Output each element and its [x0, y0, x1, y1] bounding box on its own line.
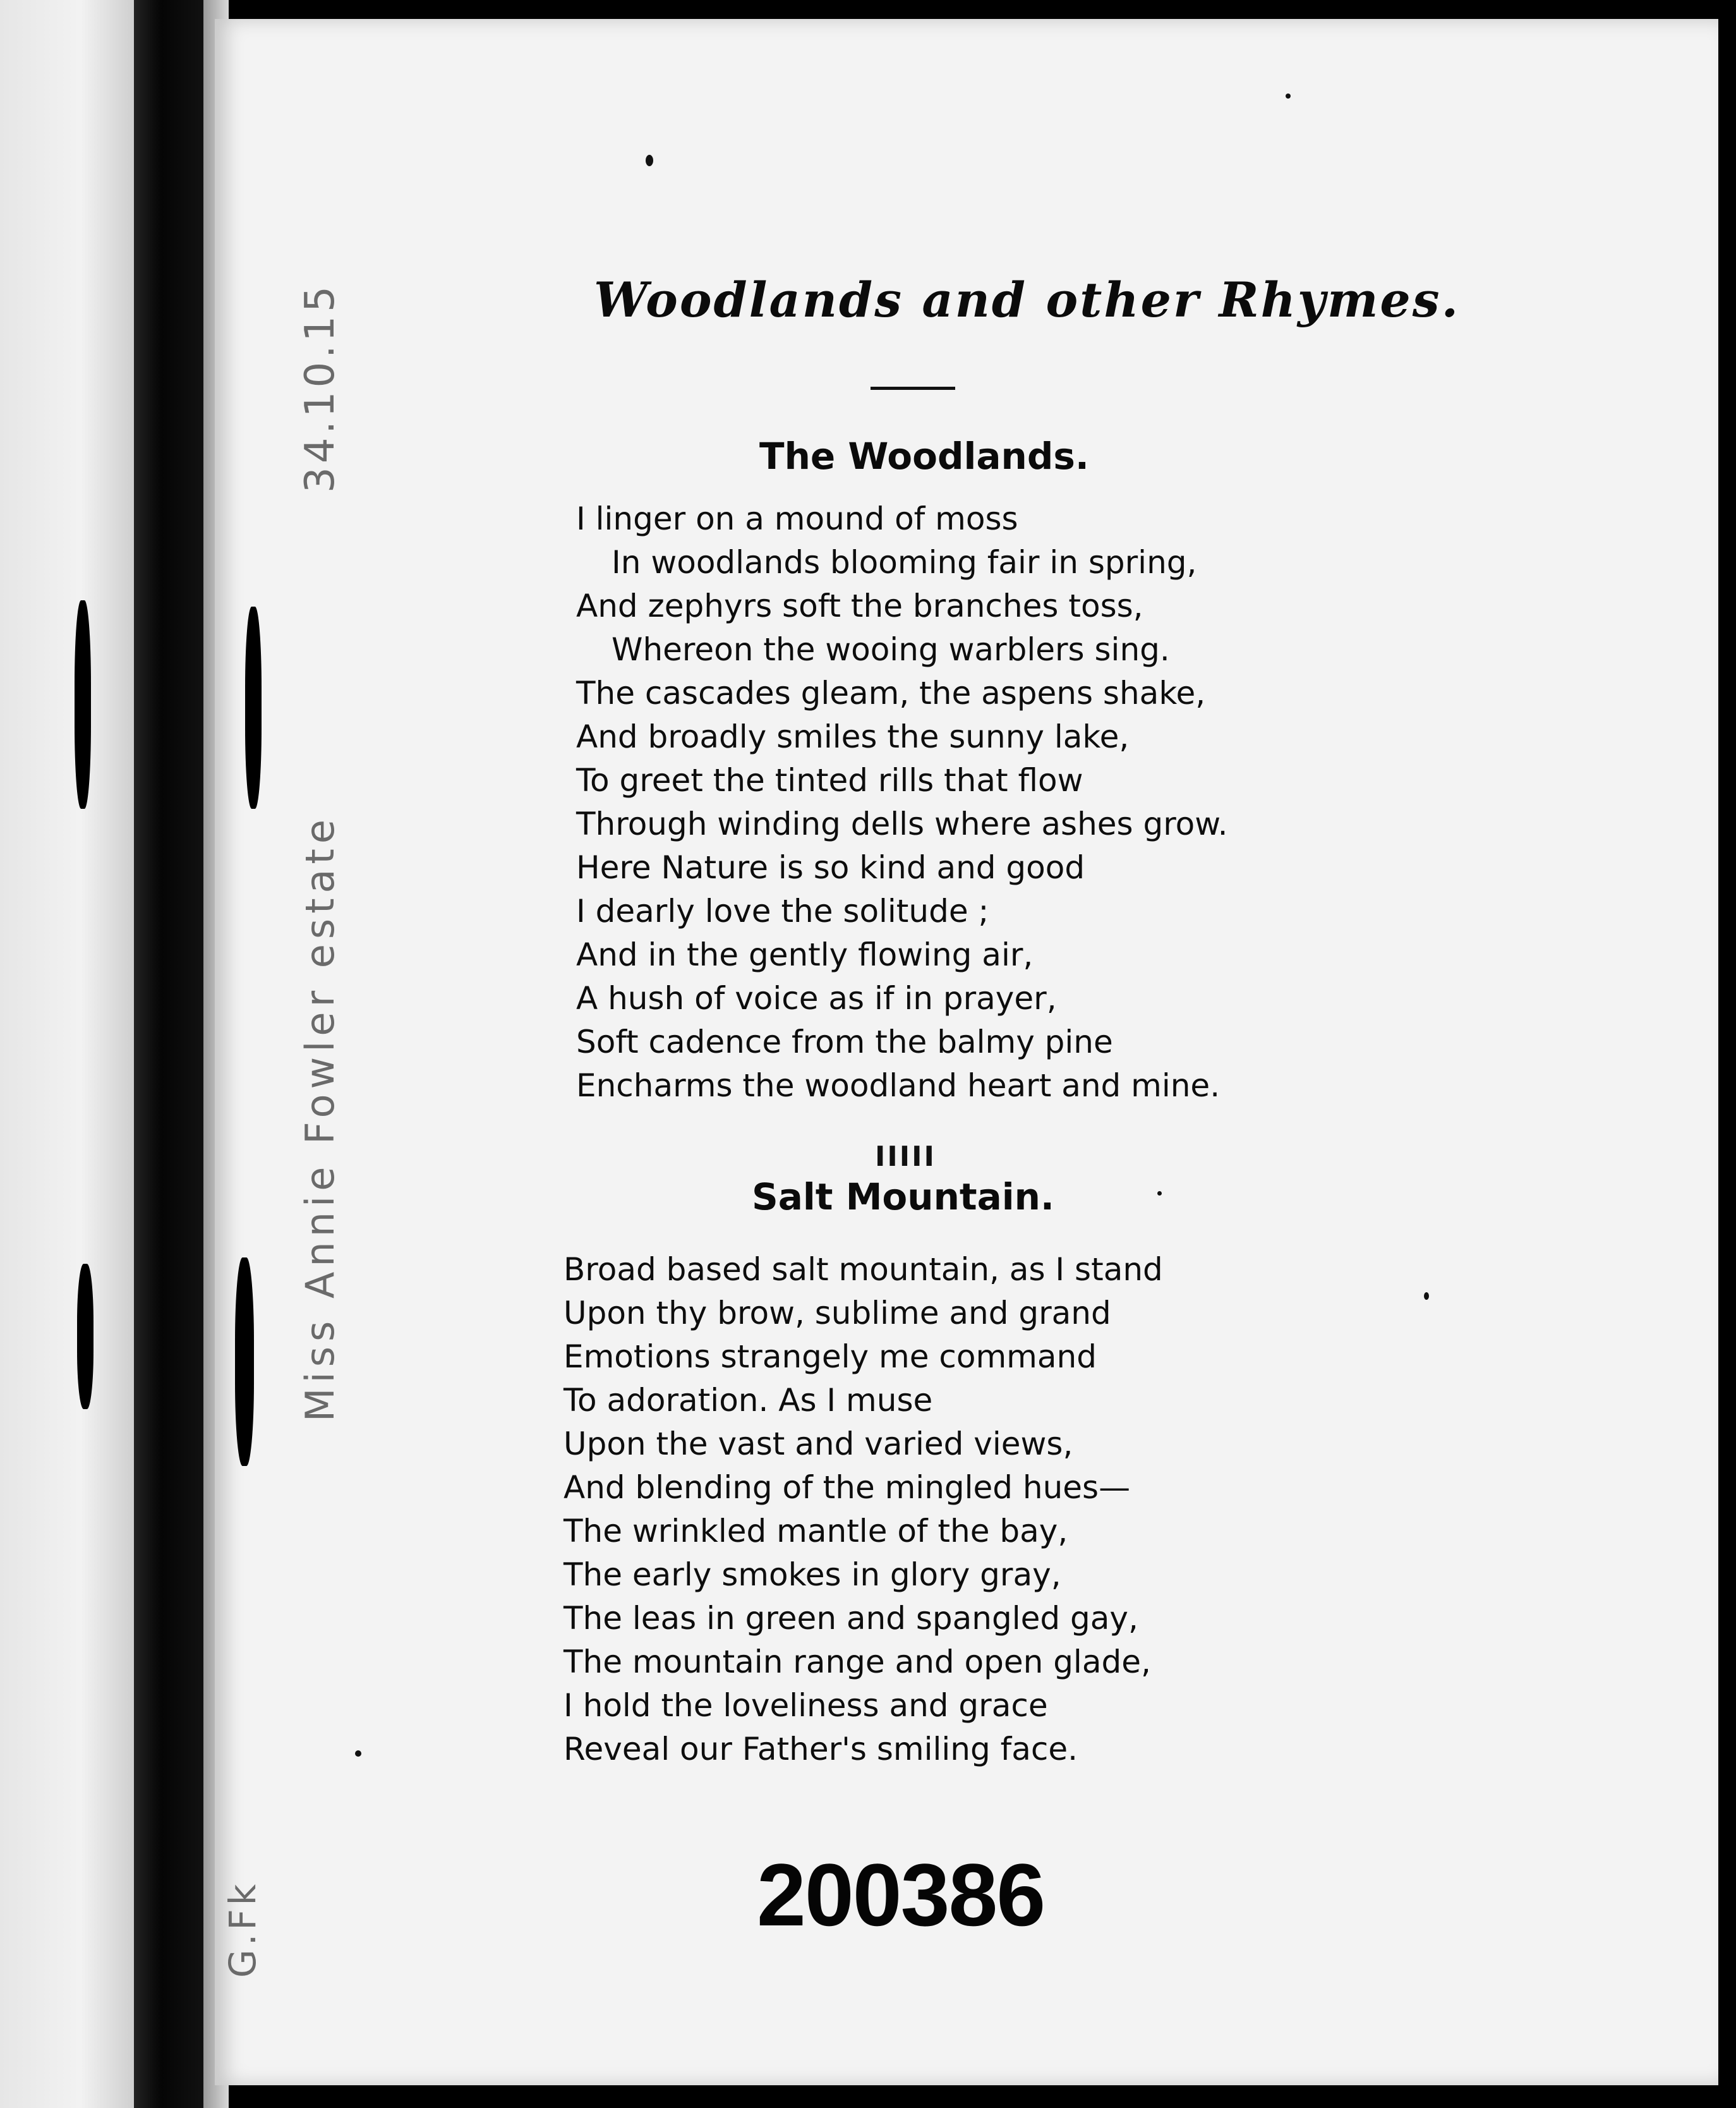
binding-stitch: [235, 1257, 254, 1466]
margin-provenance-note: Miss Annie Fowler estate: [297, 815, 343, 1422]
accession-number-stamp: 200386: [757, 1845, 1045, 1944]
poem-line: The mountain range and open glade,: [564, 1644, 1151, 1680]
book-spine: [134, 0, 203, 2108]
poem-line: Upon thy brow, sublime and grand: [564, 1295, 1111, 1331]
margin-initials: G.Fk: [221, 1880, 264, 1978]
book-title: Woodlands and other Rhymes.: [594, 272, 1461, 328]
poem-line: Encharms the woodland heart and mine.: [576, 1067, 1221, 1104]
poem-line: The cascades gleam, the aspens shake,: [576, 675, 1206, 712]
print-speck: [355, 1750, 361, 1757]
poem-line: I dearly love the solitude ;: [576, 893, 989, 930]
poem-line: And blending of the mingled hues—: [564, 1469, 1131, 1506]
binding-stitch: [75, 600, 91, 809]
poem-heading-woodlands: The Woodlands.: [759, 435, 1089, 478]
poem-line: And broadly smiles the sunny lake,: [576, 718, 1130, 755]
poem-line: Reveal our Father's smiling face.: [564, 1731, 1078, 1767]
margin-call-number: 34.10.15: [297, 282, 344, 493]
print-speck: [1424, 1292, 1429, 1300]
left-page-edge: [0, 0, 134, 2108]
poem-line: Broad based salt mountain, as I stand: [564, 1251, 1163, 1288]
poem-line: In woodlands blooming fair in spring,: [612, 544, 1197, 581]
print-speck: [1157, 1191, 1162, 1196]
binding-stitch: [245, 607, 262, 809]
title-rule: [871, 387, 955, 390]
poem-line: And zephyrs soft the branches toss,: [576, 588, 1143, 624]
poem-line: Here Nature is so kind and good: [576, 849, 1085, 886]
poem-woodlands: [576, 497, 1227, 1108]
section-separator: IIIII: [875, 1141, 936, 1173]
poem-line: Whereon the wooing warblers sing.: [612, 631, 1170, 668]
poem-heading-salt-mountain: Salt Mountain.: [752, 1175, 1054, 1218]
poem-line: A hush of voice as if in prayer,: [576, 980, 1057, 1017]
print-speck: [646, 155, 653, 166]
poem-line: To greet the tinted rills that flow: [576, 762, 1083, 799]
poem-line: I linger on a mound of moss: [576, 500, 1018, 537]
poem-line: The wrinkled mantle of the bay,: [564, 1513, 1068, 1549]
poem-line: Upon the vast and varied views,: [564, 1426, 1073, 1462]
poem-line: To adoration. As I muse: [564, 1382, 933, 1419]
poem-line: And in the gently flowing air,: [576, 936, 1034, 973]
poem-line: I hold the loveliness and grace: [564, 1687, 1048, 1724]
poem-salt-mountain: [564, 1248, 1163, 1771]
poem-line: The early smokes in glory gray,: [564, 1556, 1061, 1593]
print-speck: [1286, 94, 1291, 99]
poem-line: Emotions strangely me command: [564, 1338, 1097, 1375]
poem-line: Soft cadence from the balmy pine: [576, 1024, 1113, 1060]
poem-line: The leas in green and spangled gay,: [564, 1600, 1138, 1637]
binding-stitch: [77, 1264, 93, 1409]
poem-line: Through winding dells where ashes grow.: [576, 806, 1228, 842]
